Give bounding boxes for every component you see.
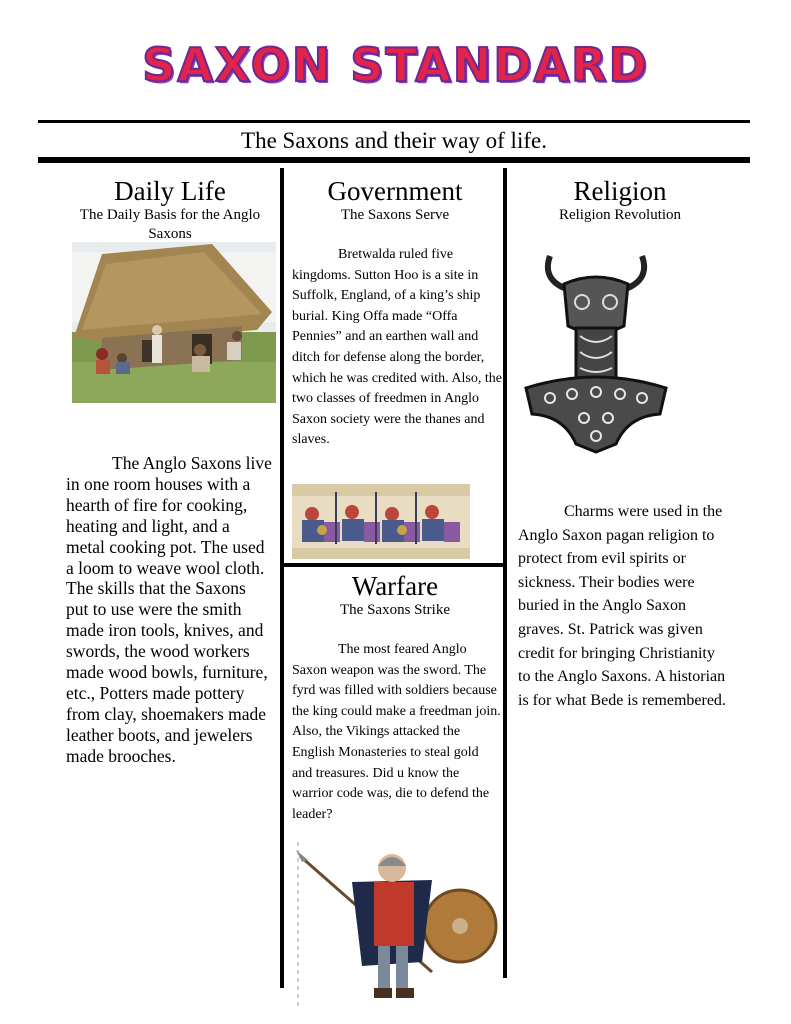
warfare-body: The most feared Anglo Saxon weapon was the sword. The fyrd was filled with soldiers because the king could make a freedman join. Also, the Vikings attacked the English Monasteries to steal gold and treasures. Did u know the warrior code was, die to defend the leader? xyxy=(292,642,501,822)
religion-subheading: Religion Revolution xyxy=(558,207,682,223)
thors-hammer-image xyxy=(520,248,672,456)
government-subheading: The Saxons Serve xyxy=(340,207,450,223)
daily-life-heading: Daily Life xyxy=(114,176,226,206)
religion-section xyxy=(510,176,730,225)
government-body: Bretwalda ruled five kingdoms. Sutton Hoo is a site in Suffolk, England, of a king’s ship burial. King Offa made “Offa Pennies” and an earthen wall and ditch for defense along the border, which he was credited with. Also, the two classes of freedmen in Anglo Saxon society were the thanes and slaves. xyxy=(292,247,502,448)
bottom-rule xyxy=(38,157,750,163)
thatched-house-photo xyxy=(72,242,276,403)
bayeux-tapestry-image xyxy=(292,484,470,559)
daily-life-body: The Anglo Saxons live in one room houses with a hearth of fire for cooking, heating and light, and a metal cooking pot. The used a loom to weave wool cloth. The skills that the Saxons put to use were the smith made iron tools, knives, and swords, the wood workers made wood bowls, furniture, etc., Potters made pottery from clay, shoemakers made leather boots, and jewelers made brooches. xyxy=(66,453,272,766)
religion-heading: Religion xyxy=(573,176,667,206)
section-divider-warfare xyxy=(284,563,503,567)
column-divider-right xyxy=(503,168,507,978)
government-heading: Government xyxy=(327,176,463,206)
saxon-warrior-image xyxy=(292,842,502,1010)
daily-life-section xyxy=(62,176,278,244)
masthead xyxy=(0,38,791,92)
warfare-heading: Warfare xyxy=(351,571,439,601)
daily-life-subheading: The Daily Basis for the Anglo Saxons xyxy=(79,207,261,242)
warfare-section xyxy=(290,571,500,620)
religion-body: Charms were used in the Anglo Saxon pagan religion to protect from evil spirits or sickness. Their bodies were buried in the Anglo Saxon graves. St. Patrick was given credit for bringing Christianity to the Anglo Saxons. A historian is for what Bede is remembered. xyxy=(518,503,726,709)
tagline: The Saxons and their way of life. xyxy=(241,128,547,153)
column-divider-left xyxy=(280,168,284,988)
newspaper-title: SAXON STANDARD xyxy=(142,38,649,92)
top-rule xyxy=(38,120,750,123)
warfare-subheading: The Saxons Strike xyxy=(340,602,450,618)
government-section xyxy=(290,176,500,225)
